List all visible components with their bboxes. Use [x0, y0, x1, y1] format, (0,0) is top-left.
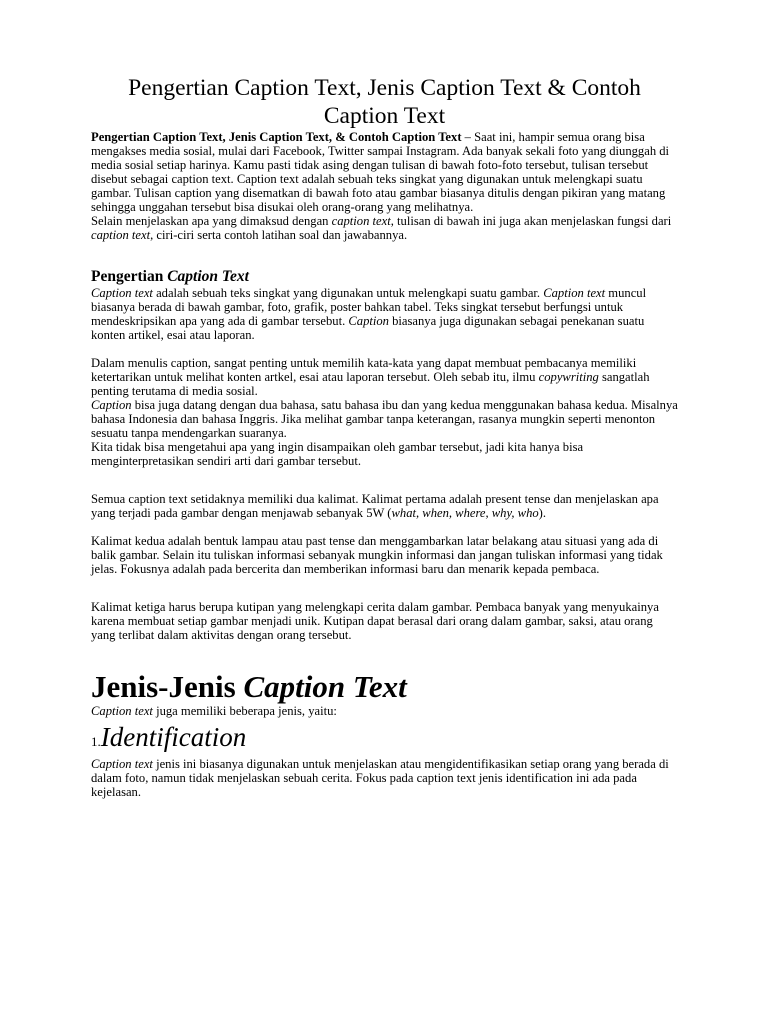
- text-run: Selain menjelaskan apa yang dimaksud dengan: [91, 214, 332, 228]
- intro-lead: Pengertian Caption Text, Jenis Caption Text, & Contoh Caption Text: [91, 130, 462, 144]
- text-run: sangatlah penting terutama di media sosial.: [91, 370, 650, 398]
- emphasis: Caption text: [91, 286, 153, 300]
- text-run: ).: [538, 506, 547, 520]
- pengertian-paragraph-1: [91, 286, 678, 342]
- heading-emphasis: Caption Text: [243, 669, 407, 704]
- emphasis: what, when, where, why, who: [391, 506, 539, 520]
- pengertian-paragraph-5: [91, 492, 678, 520]
- paragraph-spacer: [91, 342, 678, 356]
- emphasis: copywriting: [538, 370, 599, 384]
- text-run: biasanya juga digunakan sebagai penekanan suatu konten artikel, esai atau laporan.: [91, 314, 645, 342]
- subsection-title: Identification: [100, 722, 247, 752]
- pengertian-paragraph-6: Kalimat kedua adalah bentuk lampau atau past tense dan menggambarkan latar belakang atau situasi yang ada di balik gambar. Selain itu tuliskan informasi sebanyak mungkin informasi dan jangan tuliskan informasi yang tidak jelas. Fokusnya adalah pada bercerita dan memberikan informasi baru dan menarik kepada pembaca.: [91, 534, 663, 576]
- text-run: juga memiliki beberapa jenis, yaitu:: [152, 704, 337, 718]
- section-heading-pengertian: [91, 268, 678, 286]
- emphasis: Caption text: [543, 286, 606, 300]
- text-run: Semua caption text setidaknya memiliki dua kalimat. Kalimat pertama adalah present tense dan menjelaskan apa yang terjadi pada gambar dengan menjawab sebanyak 5W (: [91, 492, 659, 520]
- document-body: [91, 130, 678, 799]
- document-title: Pengertian Caption Text, Jenis Caption Text & Contoh Caption Text: [128, 75, 641, 129]
- pengertian-paragraph-3: [91, 398, 678, 440]
- text-run: bisa juga datang dengan dua bahasa, satu bahasa ibu dan yang kedua menggunakan bahasa kedua. Misalnya bahasa Indonesia dan bahasa Inggris. Jika melihat gambar tanpa keterangan, rasanya mungkin seperti menonton sesuatu tanpa mendengarkan suaranya.: [91, 398, 678, 440]
- pengertian-paragraph-2: [91, 356, 678, 398]
- intro-paragraph-2: [91, 214, 678, 242]
- emphasis: caption text: [331, 214, 391, 228]
- heading-text: Pengertian: [91, 268, 168, 285]
- emphasis: Caption: [91, 398, 132, 412]
- emphasis: caption text: [91, 228, 151, 242]
- text-run: adalah sebuah teks singkat yang digunakan untuk melengkapi suatu gambar.: [152, 286, 544, 300]
- paragraph-spacer: [91, 576, 678, 600]
- emphasis: Caption text: [91, 757, 153, 771]
- text-run: , tulisan di bawah ini juga akan menjelaskan fungsi dari: [390, 214, 672, 228]
- heading-text: Jenis-Jenis: [91, 669, 244, 704]
- subsection-heading-identification: [91, 722, 678, 757]
- section-heading-jenis: [91, 670, 678, 704]
- list-number: 1.: [91, 734, 101, 749]
- intro-text: – Saat ini, hampir semua orang bisa mengakses media sosial, mulai dari Facebook, Twitter sampai Instagram. Ada banyak sekali foto yang diunggah di media sosial setiap harinya. Kamu pasti tidak asing dengan tulisan di bawah foto-foto tersebut, tulisan tersebut disebut sebagai caption text. Caption text adalah sebuah teks singkat yang digunakan untuk melengkapi suatu gambar. Tulisan caption yang disematkan di bawah foto atau gambar biasanya ditulis dengan pikiran yang matang sehingga unggahan tersebut bisa disukai oleh orang-orang yang melihatnya.: [91, 130, 670, 214]
- pengertian-paragraph-4: Kita tidak bisa mengetahui apa yang ingin disampaikan oleh gambar tersebut, jadi kita hanya bisa menginterpretasikan sendiri arti dari gambar tersebut.: [91, 440, 584, 468]
- paragraph-spacer: [91, 468, 678, 492]
- text-run: jenis ini biasanya digunakan untuk menjelaskan atau mengidentifikasikan setiap orang yang berada di dalam foto, namun tidak menjelaskan sebuah cerita. Fokus pada caption text jenis identification ini ada pada kejelasan.: [91, 757, 669, 799]
- intro-paragraph: [91, 130, 678, 214]
- pengertian-paragraph-7: Kalimat ketiga harus berupa kutipan yang melengkapi cerita dalam gambar. Pembaca banyak yang menyukainya karena membuat setiap gambar menjadi unik. Kutipan dapat berasal dari orang dalam gambar, saksi, atau orang yang terlibat dalam aktivitas dengan orang tersebut.: [91, 600, 659, 642]
- paragraph-spacer: [91, 520, 678, 534]
- identification-paragraph: [91, 757, 678, 799]
- emphasis: Caption text: [91, 704, 153, 718]
- heading-emphasis: Caption Text: [167, 268, 249, 285]
- jenis-intro-paragraph: [91, 704, 678, 718]
- text-run: muncul biasanya berada di bawah gambar, foto, grafik, poster bahkan tabel. Teks singkat tersebut berfungsi untuk mendeskripsikan apa yang ada di gambar tersebut.: [91, 286, 647, 328]
- text-run: Dalam menulis caption, sangat penting untuk memilih kata-kata yang dapat membuat pembacanya memiliki ketertarikan untuk melihat konten artkel, esai atau laporan tersebut. Oleh sebab itu, ilmu: [91, 356, 637, 384]
- emphasis: Caption: [348, 314, 389, 328]
- text-run: , ciri-ciri serta contoh latihan soal dan jawabannya.: [150, 228, 408, 242]
